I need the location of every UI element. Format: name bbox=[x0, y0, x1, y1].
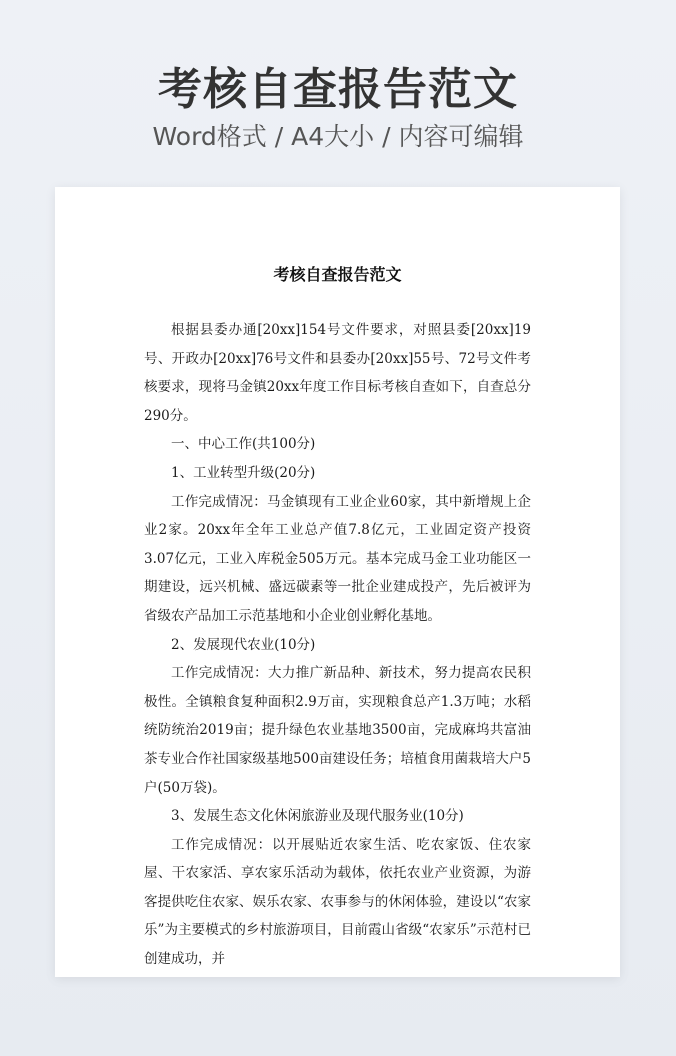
paragraph-intro: 根据县委办通[20xx]154号文件要求，对照县委[20xx]19号、开政办[20xx]76号文件和县委办[20xx]55号、72号文件考核要求，现将马金镇20xx年度工作目标考核自查如下，自查总分290分。 bbox=[144, 322, 531, 424]
subheading-agriculture: 2、发展现代农业(10分) bbox=[171, 636, 316, 653]
document-title: 考核自查报告范文 bbox=[273, 265, 402, 284]
subheading-industry: 1、工业转型升级(20分) bbox=[171, 464, 316, 481]
paragraph-tourism: 工作完成情况：以开展贴近农家生活、吃农家饭、住农家屋、干农家活、享农家乐活动为载体，依托农业产业资源，为游客提供吃住农家、娱乐农家、农事参与的休闲体验，建设以“农家乐”为主要模式的乡村旅游项目，目前霞山省级“农家乐”示范村已创建成功，并 bbox=[144, 836, 531, 968]
document-page bbox=[55, 187, 620, 977]
paragraph-agriculture: 工作完成情况：大力推广新品种、新技术，努力提高农民积极性。全镇粮食复种面积2.9万亩，实现粮食总产1.3万吨；水稻统防统治2019亩；提升绿色农业基地3500亩，完成麻坞共富油茶专业合作社国家级基地500亩建设任务；培植食用菌栽培大户5户(50万袋)。 bbox=[144, 665, 531, 796]
heading-center-work: 一、中心工作(共100分) bbox=[171, 436, 316, 453]
document-body bbox=[144, 316, 531, 974]
subheading-tourism: 3、发展生态文化休闲旅游业及现代服务业(10分) bbox=[171, 808, 464, 825]
banner-title: 考核自查报告范文 bbox=[158, 64, 518, 115]
paragraph-industry: 工作完成情况：马金镇现有工业企业60家，其中新增规上企业2家。20xx年全年工业总产值7.8亿元，工业固定资产投资3.07亿元，工业入库税金505万元。基本完成马金工业功能区一期建设，远兴机械、盛远碳素等一批企业建成投产，先后被评为省级农产品加工示范基地和小企业创业孵化基地。 bbox=[144, 493, 531, 624]
banner-subtitle: Word格式 / A4大小 / 内容可编辑 bbox=[152, 122, 524, 151]
